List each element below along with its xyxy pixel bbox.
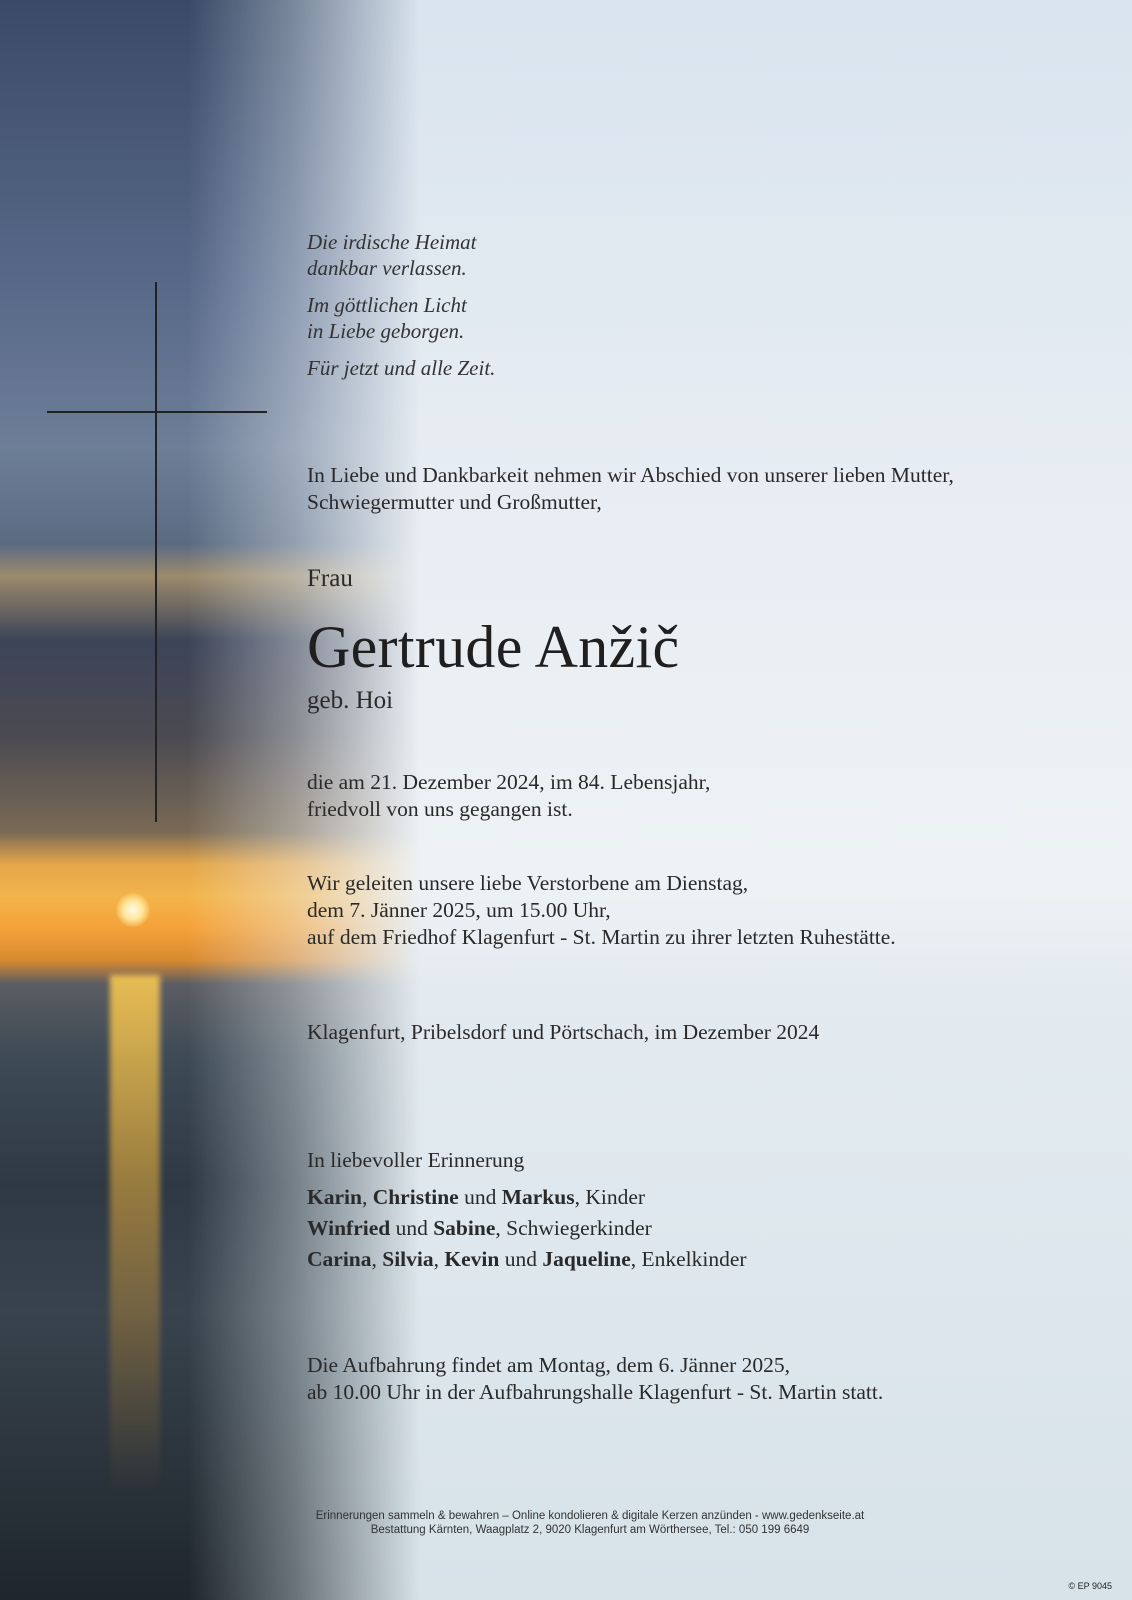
poem-stanza-3: [307, 355, 495, 381]
mourner-name: Karin: [307, 1185, 362, 1209]
mourners-children: [307, 1184, 645, 1211]
poem-stanza-1: [307, 229, 477, 281]
intro-line: Schwiegermutter und Großmutter,: [307, 490, 602, 514]
footer: [250, 1509, 930, 1537]
mourner-name: Silvia: [382, 1247, 434, 1271]
separator: ,: [361, 1185, 373, 1209]
mourners-children-in-law: [307, 1215, 652, 1242]
separator: ,: [371, 1247, 383, 1271]
poem-stanza-2: [307, 292, 467, 344]
funeral-notice: [307, 870, 896, 951]
mourner-name: Markus: [501, 1185, 575, 1209]
death-line: friedvoll von uns gegangen ist.: [307, 797, 573, 821]
mourner-name: Christine: [372, 1185, 459, 1209]
separator: ,: [433, 1247, 445, 1271]
funeral-line: auf dem Friedhof Klagenfurt - St. Martin zu ihrer letzten Ruhestätte.: [307, 925, 896, 949]
place-date: Klagenfurt, Pribelsdorf und Pörtschach, im Dezember 2024: [307, 1020, 820, 1044]
footer-line-address: Bestattung Kärnten, Waagplatz 2, 9020 Klagenfurt am Wörthersee, Tel.: 050 199 6649: [370, 1524, 810, 1536]
separator: und: [458, 1185, 502, 1209]
separator: und: [390, 1216, 434, 1240]
mourner-name: Carina: [307, 1247, 372, 1271]
relation-label: , Enkelkinder: [630, 1247, 747, 1271]
mourner-name: Winfried: [307, 1216, 391, 1240]
funeral-line: dem 7. Jänner 2025, um 15.00 Uhr,: [307, 898, 611, 922]
intro: [307, 462, 954, 516]
intro-line: In Liebe und Dankbarkeit nehmen wir Abschied von unserer lieben Mutter,: [307, 463, 954, 487]
cross-icon-vertical: [155, 282, 157, 822]
funeral-line: Wir geleiten unsere liebe Verstorbene am Dienstag,: [307, 871, 749, 895]
cross-icon-horizontal: [47, 411, 267, 413]
mourners-heading: In liebevoller Erinnerung: [307, 1148, 525, 1172]
separator: und: [499, 1247, 543, 1271]
mourner-name: Jaqueline: [542, 1247, 631, 1271]
mourner-name: Sabine: [433, 1216, 496, 1240]
poem-line: Im göttlichen Licht: [307, 293, 467, 317]
mourners-grandchildren: [307, 1246, 747, 1273]
death-notice: [307, 769, 710, 823]
viewing-line: ab 10.00 Uhr in der Aufbahrungshalle Klagenfurt - St. Martin statt.: [307, 1380, 884, 1404]
death-line: die am 21. Dezember 2024, im 84. Lebensjahr,: [307, 770, 711, 794]
salutation: Frau: [307, 565, 353, 592]
poem-line: Die irdische Heimat: [307, 230, 477, 254]
relation-label: , Kinder: [574, 1185, 646, 1209]
mourner-name: Kevin: [444, 1247, 500, 1271]
print-code: © EP 9045: [1068, 1581, 1112, 1591]
footer-line-website: Erinnerungen sammeln & bewahren – Online kondolieren & digitale Kerzen anzünden - www.gedenkseite.at: [315, 1510, 865, 1522]
relation-label: , Schwiegerkinder: [495, 1216, 652, 1240]
sun: [116, 893, 150, 927]
birth-name: geb. Hoi: [307, 687, 394, 714]
poem-line: Für jetzt und alle Zeit.: [307, 356, 496, 380]
viewing-line: Die Aufbahrung findet am Montag, dem 6. Jänner 2025,: [307, 1353, 791, 1377]
sun-reflection: [110, 975, 160, 1495]
deceased-name: Gertrude Anžič: [307, 614, 680, 680]
poem-line: dankbar verlassen.: [307, 256, 467, 280]
viewing-notice: [307, 1352, 883, 1406]
poem-line: in Liebe geborgen.: [307, 319, 465, 343]
